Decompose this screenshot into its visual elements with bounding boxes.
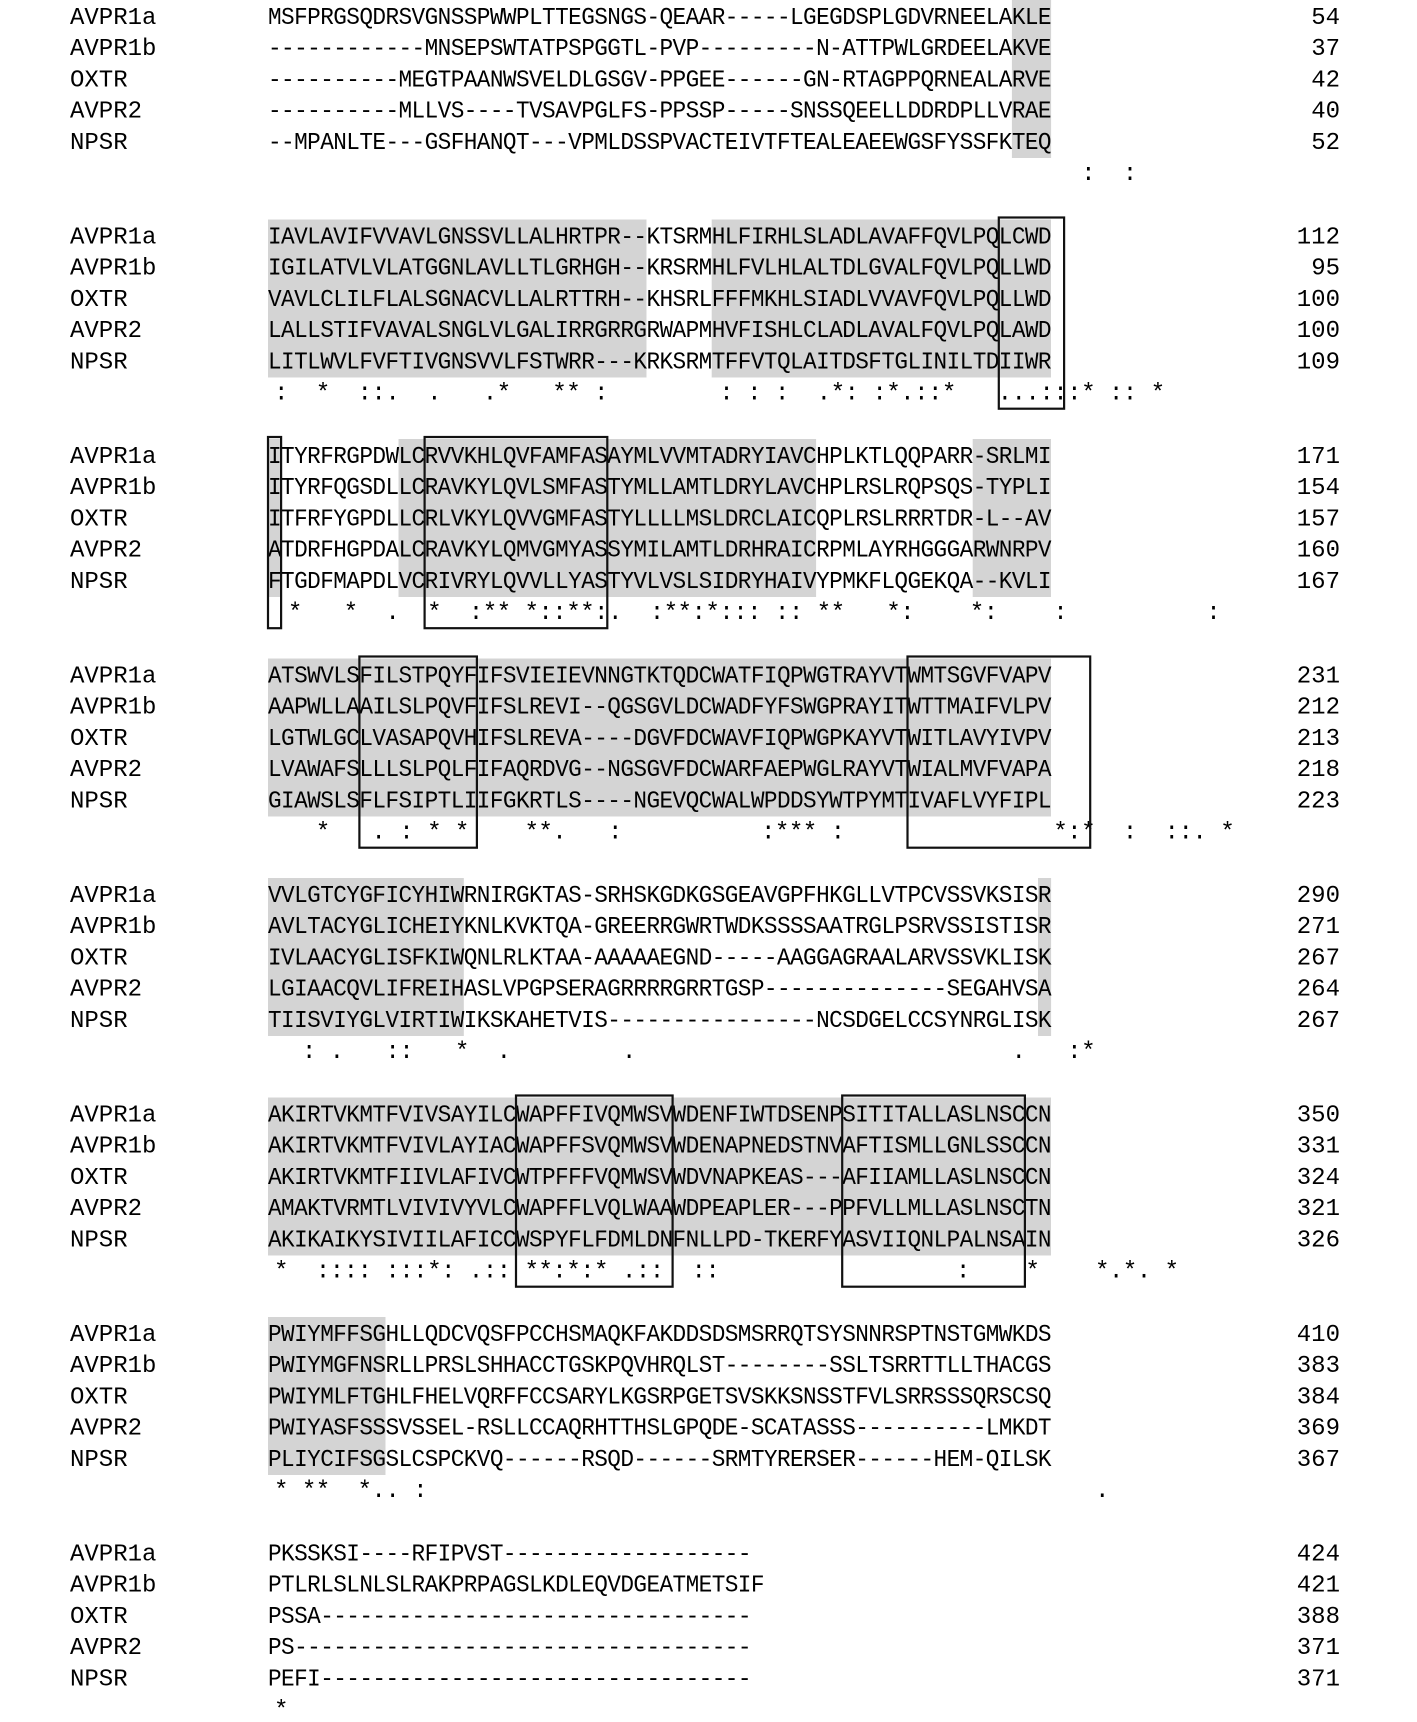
sequence-residues: LGIAACQVLIFREIHASLVPGPSERAGRRRRGRRTGSP--------------SEGAHVSA — [268, 976, 1053, 1004]
sequence-name: AVPR1a — [70, 883, 157, 910]
sequence-residues: PWIYMLFTGHLFHELVQRFFCCSARYLKGSRPGETSVSKKSNSSTFVLSRRSSSQRSCSQ — [268, 1384, 1052, 1412]
sequence-residues: PWIYMGFNSRLLPRSLSHHACCTGSKPQVHRQLST--------SSLTSRRTTLLTHACGS — [268, 1353, 1052, 1381]
sequence-residues: PSSA--------------------------------- — [268, 1603, 751, 1631]
sequence-name: NPSR — [70, 788, 128, 816]
sequence-name: AVPR2 — [70, 1415, 143, 1443]
sequence-name: NPSR — [70, 1666, 128, 1694]
sequence-name: NPSR — [70, 568, 128, 596]
sequence-residues: PEFI--------------------------------- — [268, 1666, 751, 1694]
residue-position: 410 — [1296, 1322, 1340, 1349]
alignment-block — [70, 657, 1340, 848]
sequence-residues: PKSSKSI----RFIPVST------------------- — [268, 1541, 751, 1569]
sequence-name: OXTR — [70, 506, 128, 534]
residue-position: 213 — [1296, 725, 1340, 753]
sequence-residues: ----------MEGTPAANWSVELDLGSGV-PPGEE------GN-RTAGPPQRNEALARVE — [268, 67, 1052, 95]
alignment-block — [70, 218, 1340, 409]
residue-position: 290 — [1296, 883, 1340, 910]
sequence-name: AVPR1b — [70, 1572, 157, 1600]
sequence-residues: AKIRTVKMTFIIVLAFIVCWTPFFFVQMWSVWDVNAPKEAS---AFIIAMLLASLNSCCN — [268, 1164, 1051, 1192]
sequence-residues: ITFRFYGPDLLCRLVKYLQVVGMFASTYLLLLMSLDRCLAICQPLRSLRRRTDR-L--AV — [268, 506, 1053, 534]
residue-position: 54 — [1311, 5, 1340, 32]
residue-position: 100 — [1296, 286, 1340, 314]
sequence-name: AVPR2 — [70, 976, 143, 1004]
sequence-residues: ATDRFHGPDALCRAVKYLQMVGMYASSYMILAMTLDRHRAICRPMLAYRHGGGARWNRPV — [268, 537, 1053, 565]
residue-position: 321 — [1296, 1196, 1340, 1224]
sequence-name: AVPR2 — [70, 98, 143, 126]
sequence-name: AVPR1a — [70, 1541, 157, 1569]
residue-position: 367 — [1296, 1446, 1340, 1474]
residue-position: 371 — [1296, 1666, 1340, 1694]
sequence-residues: LALLSTIFVAVALSNGLVLGALIRRGRRGRWAPMHVFISHLCLADLAVALFQVLPQLAWD — [268, 318, 1052, 346]
sequence-residues: AAPWLLAAILSLPQVFIFSLREVI--QGSGVLDCWADFYFSWGPRAYITWTTMAIFVLPV — [268, 694, 1053, 722]
sequence-name: OXTR — [70, 1164, 128, 1192]
consensus-line: * — [274, 1697, 288, 1722]
sequence-name: AVPR2 — [70, 757, 143, 785]
residue-position: 424 — [1296, 1541, 1340, 1569]
residue-position: 331 — [1296, 1133, 1340, 1161]
residue-position: 154 — [1296, 475, 1340, 503]
residue-position: 160 — [1296, 537, 1340, 565]
sequence-residues: ITYRFRGPDWLCRVVKHLQVFAMFASAYMLVVMTADRYIAVCHPLKTLQQPARR-SRLMI — [268, 444, 1051, 471]
sequence-name: AVPR1b — [70, 255, 157, 283]
residue-position: 384 — [1296, 1384, 1340, 1412]
residue-position: 388 — [1296, 1603, 1340, 1631]
sequence-name: OXTR — [70, 725, 128, 753]
residue-position: 37 — [1311, 36, 1340, 64]
sequence-name: AVPR1b — [70, 694, 157, 722]
sequence-name: AVPR1a — [70, 444, 157, 471]
residue-position: 100 — [1296, 318, 1340, 346]
alignment-block — [70, 878, 1340, 1066]
consensus-line: : . :: * . . . :* — [274, 1039, 1095, 1066]
residue-position: 324 — [1296, 1164, 1340, 1192]
residue-position: 350 — [1296, 1102, 1340, 1130]
residue-position: 212 — [1296, 694, 1340, 722]
sequence-name: AVPR2 — [70, 318, 143, 346]
sequence-name: AVPR2 — [70, 537, 143, 565]
consensus-line: * :::: :::*: .:: **:*:* .:: :: : * *.*. * — [274, 1258, 1179, 1286]
consensus-line: * ** *.. : . — [274, 1478, 1137, 1505]
residue-position: 42 — [1311, 67, 1340, 95]
residue-position: 326 — [1296, 1227, 1340, 1255]
sequence-residues: ------------MNSEPSWTATPSPGGTL-PVP---------N-ATTPWLGRDEELAKVE — [268, 36, 1052, 64]
sequence-residues: PS----------------------------------- — [268, 1635, 751, 1663]
sequence-residues: ATSWVLSFILSTPQYFIFSVIEIEVNNGTKTQDCWATFIQPWGTRAYVTWMTSGVFVAPV — [268, 663, 1053, 691]
sequence-name: AVPR1b — [70, 36, 157, 64]
sequence-residues: GIAWSLSFLFSIPTLIIFGKRTLS----NGEVQCWALWPDDSYWTPYMTIVAFLVYFIPL — [268, 788, 1051, 816]
residue-position: 52 — [1311, 129, 1340, 157]
sequence-residues: PWIYMFFSGHLLQDCVQSFPCCHSMAQKFAKDDSDSMSRRQTSYSNNRSPTNSTGMWKDS — [268, 1322, 1052, 1349]
sequence-residues: LGTWLGCLVASAPQVHIFSLREVA----DGVFDCWAVFIQPWGPKAYVTWITLAVYIVPV — [268, 725, 1053, 753]
sequence-residues: TIISVIYGLVIRTIWIKSKAHETVIS----------------NCSDGELCCSYNRGLISK — [268, 1007, 1053, 1035]
residue-position: 157 — [1296, 506, 1340, 534]
residue-position: 223 — [1296, 788, 1340, 816]
sequence-residues: FTGDFMAPDLVCRIVRYLQVVLLYASTYVLVSLSIDRYHAIVYPMKFLQGEKQA--KVLI — [268, 568, 1051, 596]
sequence-name: AVPR1a — [70, 1322, 157, 1349]
sequence-residues: PLIYCIFSGSLCSPCKVQ------RSQD------SRMTYRERSER------HEM-QILSK — [268, 1446, 1053, 1474]
residue-position: 267 — [1296, 945, 1340, 973]
sequence-name: AVPR1a — [70, 224, 157, 252]
sequence-residues: AVLTACYGLICHEIYKNLKVKTQA-GREERRGWRTWDKSSSSAATRGLPSRVSSISTISR — [268, 914, 1052, 942]
sequence-name: OXTR — [70, 1384, 128, 1412]
residue-position: 171 — [1296, 444, 1340, 471]
residue-position: 271 — [1296, 914, 1340, 942]
sequence-name: OXTR — [70, 286, 128, 314]
sequence-name: AVPR2 — [70, 1635, 143, 1663]
sequence-residues: --MPANLTE---GSFHANQT---VPMLDSSPVACTEIVTFTEALEAEEWGSFYSSFKTEQ — [268, 129, 1052, 157]
residue-position: 369 — [1296, 1415, 1340, 1443]
alignment-block — [70, 1096, 1340, 1287]
consensus-line: : : — [274, 161, 1137, 188]
sequence-residues: PTLRLSLNLSLRAKPRPAGSLKDLEQVDGEATMETSIF — [268, 1572, 764, 1600]
sequence-residues: LITLWVLFVFTIVGNSVVLFSTWRR---KRKSRMTFFVTQLAITDSFTGLINILTDIIWR — [268, 349, 1052, 377]
sequence-name: OXTR — [70, 1603, 128, 1631]
residue-position: 167 — [1296, 568, 1340, 596]
consensus-line: * . : * * **. : :*** : *:* : ::. * — [274, 819, 1235, 847]
residue-position: 112 — [1296, 224, 1340, 252]
sequence-residues: ITYRFQGSDLLCRAVKYLQVLSMFASTYMLLAMTLDRYLAVCHPLRSLRQPSQS-TYPLI — [268, 475, 1051, 503]
sequence-name: AVPR1b — [70, 914, 157, 942]
sequence-name: NPSR — [70, 129, 128, 157]
residue-position: 231 — [1296, 663, 1340, 691]
sequence-residues: IGILATVLVLATGGNLAVLLTLGRHGH--KRSRMHLFVLHLALTDLGVALFQVLPQLLWD — [268, 255, 1052, 283]
residue-position: 95 — [1311, 255, 1340, 283]
sequence-name: AVPR1a — [70, 1102, 157, 1130]
sequence-residues: AKIRTVKMTFVIVSAYILCWAPFFIVQMWSVWDENFIWTDSENPSITITALLASLNSCCN — [268, 1102, 1051, 1130]
sequence-residues: PWIYASFSSSVSSEL-RSLLCCAQRHTTHSLGPQDE-SCATASSS----------LMKDT — [268, 1415, 1052, 1443]
sequence-name: AVPR1b — [70, 475, 157, 503]
residue-position: 218 — [1296, 757, 1340, 785]
alignment-block — [70, 1542, 1340, 1722]
sequence-residues: VVLGTCYGFICYHIWRNIRGKTAS-SRHSKGDKGSGEAVGPFHKGLLVTPCVSSVKSISR — [268, 883, 1052, 910]
sequence-residues: IVLAACYGLISFKIWQNLRLKTAA-AAAAAEGND-----AAGGAGRAALARVSSVKLISK — [268, 945, 1053, 973]
alignment-block — [70, 437, 1340, 628]
residue-position: 267 — [1296, 1007, 1340, 1035]
sequence-name: AVPR2 — [70, 1196, 143, 1224]
sequence-name: OXTR — [70, 945, 128, 973]
sequence-residues: ----------MLLVS----TVSAVPGLFS-PPSSP-----SNSSQEELLDDRDPLLVRAE — [268, 98, 1052, 126]
sequence-residues: MSFPRGSQDRSVGNSSPWWPLTTEGSNGS-QEAAR-----LGEGDSPLGDVRNEELAKLE — [268, 5, 1052, 32]
residue-position: 109 — [1296, 349, 1340, 377]
sequence-residues: VAVLCLILFLALSGNACVLLALRTTRH--KHSRLFFFMKHLSIADLVVAVFQVLPQLLWD — [268, 286, 1052, 314]
residue-position: 421 — [1296, 1572, 1340, 1600]
sequence-residues: AMAKTVRMTLVIVIVYVLCWAPFFLVQLWAAWDPEAPLER---PPFVLLMLLASLNSCTN — [268, 1196, 1051, 1224]
sequence-name: NPSR — [70, 1446, 128, 1474]
sequence-name: NPSR — [70, 1227, 128, 1255]
residue-position: 383 — [1296, 1353, 1340, 1381]
sequence-residues: LVAWAFSLLLSLPQLFIFAQRDVG--NGSGVFDCWARFAEPWGLRAYVTWIALMVFVAPA — [268, 757, 1053, 785]
alignment-block — [70, 1317, 1340, 1505]
residue-position: 264 — [1296, 976, 1340, 1004]
consensus-line: * * . * :** *::**:. :**:*::: :: ** *: *: : : — [274, 600, 1221, 627]
residue-position: 371 — [1296, 1635, 1340, 1663]
alignment-block — [70, 0, 1340, 188]
sequence-name: AVPR1a — [70, 663, 157, 691]
sequence-name: OXTR — [70, 67, 128, 95]
sequence-residues: AKIKAIKYSIVIILAFICCWSPYFLFDMLDNFNLLPD-TKERFYASVIIQNLPALNSAIN — [268, 1227, 1051, 1255]
sequence-name: AVPR1b — [70, 1133, 157, 1161]
sequence-residues: AKIRTVKMTFVIVLAYIACWAPFFSVQMWSVWDENAPNEDSTNVAFTISMLLGNLSSCCN — [268, 1133, 1051, 1161]
residue-position: 40 — [1311, 98, 1340, 126]
sequence-name: AVPR1a — [70, 5, 157, 32]
consensus-line: : * ::. . .* ** : : : : .*: :*.::* ...:::* :: * — [274, 380, 1165, 408]
sequence-name: NPSR — [70, 1007, 128, 1035]
sequence-name: NPSR — [70, 349, 128, 377]
sequence-residues: IAVLAVIFVVAVLGNSSVLLALHRTPR--KTSRMHLFIRHLSLADLAVAFFQVLPQLCWD — [268, 224, 1052, 252]
sequence-name: AVPR1b — [70, 1353, 157, 1381]
